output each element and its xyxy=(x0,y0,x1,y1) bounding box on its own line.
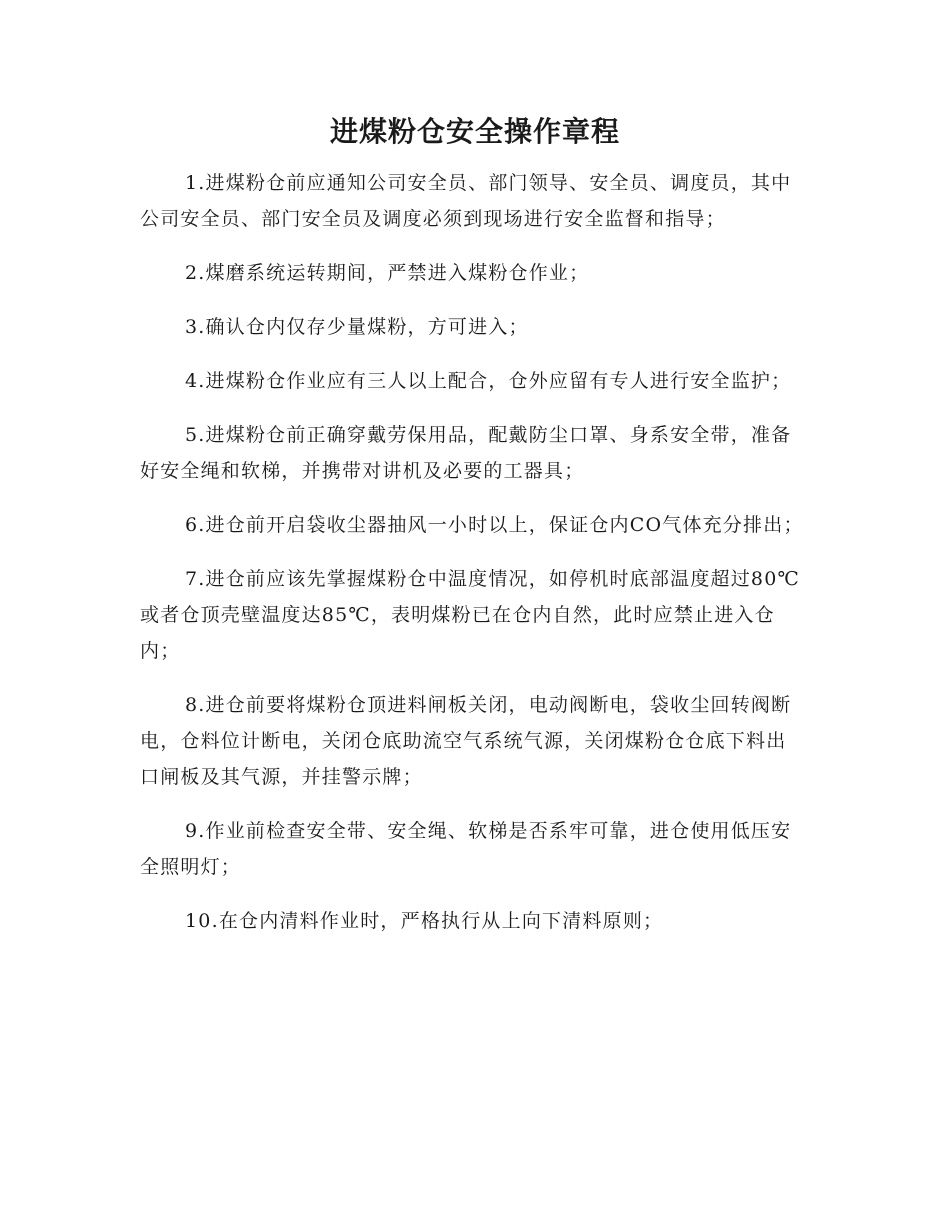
paragraph-7: 7.进仓前应该先掌握煤粉仓中温度情况，如停机时底部温度超过80℃或者仓顶壳壁温度达85℃，表明煤粉已在仓内自然，此时应禁止进入仓内； xyxy=(140,568,800,662)
paragraph-5: 5.进煤粉仓前正确穿戴劳保用品，配戴防尘口罩、身系安全带，准备好安全绳和软梯，并携带对讲机及必要的工器具； xyxy=(140,424,792,482)
paragraph-2: 2.煤磨系统运转期间，严禁进入煤粉仓作业； xyxy=(185,262,590,284)
paragraph-8: 8.进仓前要将煤粉仓顶进料闸板关闭，电动阀断电，袋收尘回转阀断电，仓料位计断电，关闭仓底助流空气系统气源，关闭煤粉仓仓底下料出口闸板及其气源，并挂警示牌； xyxy=(140,694,792,788)
paragraph-4: 4.进煤粉仓作业应有三人以上配合，仓外应留有专人进行安全监护； xyxy=(185,370,792,392)
paragraph-6: 6.进仓前开启袋收尘器抽风一小时以上，保证仓内CO气体充分排出； xyxy=(185,514,804,536)
document-body xyxy=(140,165,805,957)
paragraph-10: 10.在仓内清料作业时，严格执行从上向下清料原则； xyxy=(185,910,664,932)
paragraph-1: 1.进煤粉仓前应通知公司安全员、部门领导、安全员、调度员，其中公司安全员、部门安全员及调度必须到现场进行安全监督和指导； xyxy=(140,172,792,230)
paragraph-3: 3.确认仓内仅存少量煤粉，方可进入； xyxy=(185,316,529,338)
document-title: 进煤粉仓安全操作章程 xyxy=(329,115,620,148)
paragraph-9: 9.作业前检查安全带、安全绳、软梯是否系牢可靠，进仓使用低压安全照明灯； xyxy=(140,820,792,878)
